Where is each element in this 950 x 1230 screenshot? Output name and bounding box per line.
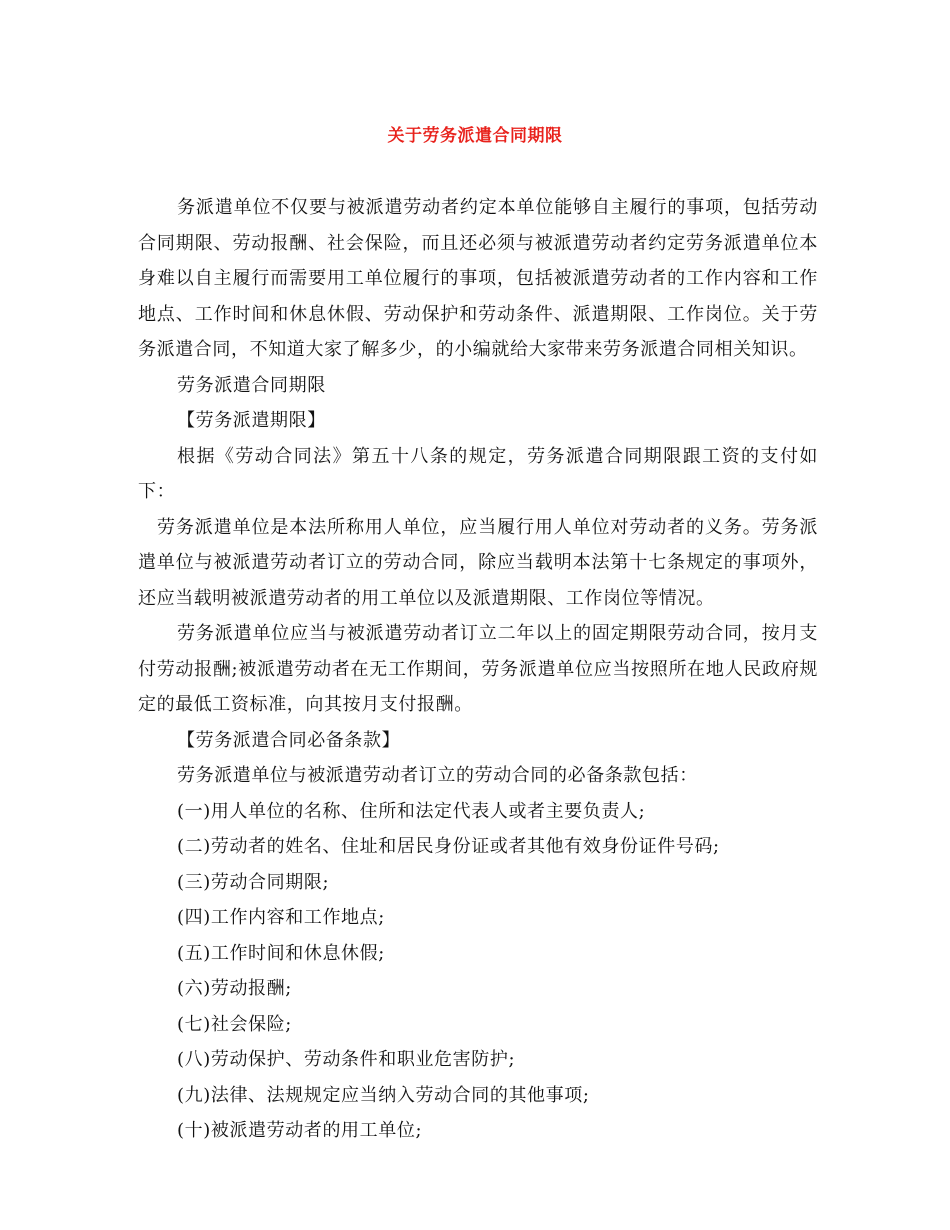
list-item: (一)用人单位的名称、住所和法定代表人或者主要负责人; (177, 800, 646, 822)
intro-paragraph: 务派遣单位不仅要与被派遣劳动者约定本单位能够自主履行的事项，包括劳动合同期限、劳动报酬、社会保险，而且还必须与被派遣劳动者约定劳务派遣单位本身难以自主履行而需要用工单位履行的事项，包括被派遣劳动者的工作内容和工作地点、工作时间和休息休假、劳动保护和劳动条件、派遣期限、工作岗位。关于劳务派遣合同，不知道大家了解多少，的小编就给大家带来劳务派遣合同相关知识。 (138, 197, 818, 360)
section-heading: 劳务派遣合同期限 (177, 374, 326, 396)
body-paragraph: 劳务派遣单位与被派遣劳动者订立的劳动合同的必备条款包括： (177, 765, 698, 786)
list-item: (五)工作时间和休息休假; (177, 942, 385, 964)
body-paragraph: 根据《劳动合同法》第五十八条的规定，劳务派遣合同期限跟工资的支付如下： (138, 445, 818, 502)
list-item: (三)劳动合同期限; (177, 871, 330, 893)
list-item: (八)劳动保护、劳动条件和职业危害防护; (177, 1049, 516, 1070)
section-heading: 【劳务派遣合同必备条款】 (177, 729, 401, 751)
list-item: (十)被派遣劳动者的用工单位; (177, 1120, 423, 1141)
list-item: (九)法律、法规规定应当纳入劳动合同的其他事项; (177, 1084, 590, 1106)
list-item: (六)劳动报酬; (177, 978, 292, 999)
body-paragraph: 劳务派遣单位应当与被派遣劳动者订立二年以上的固定期限劳动合同，按月支付劳动报酬;被派遣劳动者在无工作期间，劳务派遣单位应当按照所在地人民政府规定的最低工资标准，向其按月支付报酬。 (138, 623, 818, 715)
list-item: (二)劳动者的姓名、住址和居民身份证或者其他有效身份证件号码; (177, 836, 720, 857)
section-heading: 【劳务派遣期限】 (177, 410, 326, 431)
body-paragraph: 劳务派遣单位是本法所称用人单位，应当履行用人单位对劳动者的义务。劳务派遣单位与被派遣劳动者订立的劳动合同，除应当载明本法第十七条规定的事项外，还应当载明被派遣劳动者的用工单位以及派遣期限、工作岗位等情况。 (138, 516, 818, 609)
list-item: (四)工作内容和工作地点; (177, 907, 385, 928)
list-item: (七)社会保险; (177, 1013, 292, 1035)
document-body (138, 190, 818, 1149)
document-title: 关于劳务派遣合同期限 (387, 126, 563, 146)
